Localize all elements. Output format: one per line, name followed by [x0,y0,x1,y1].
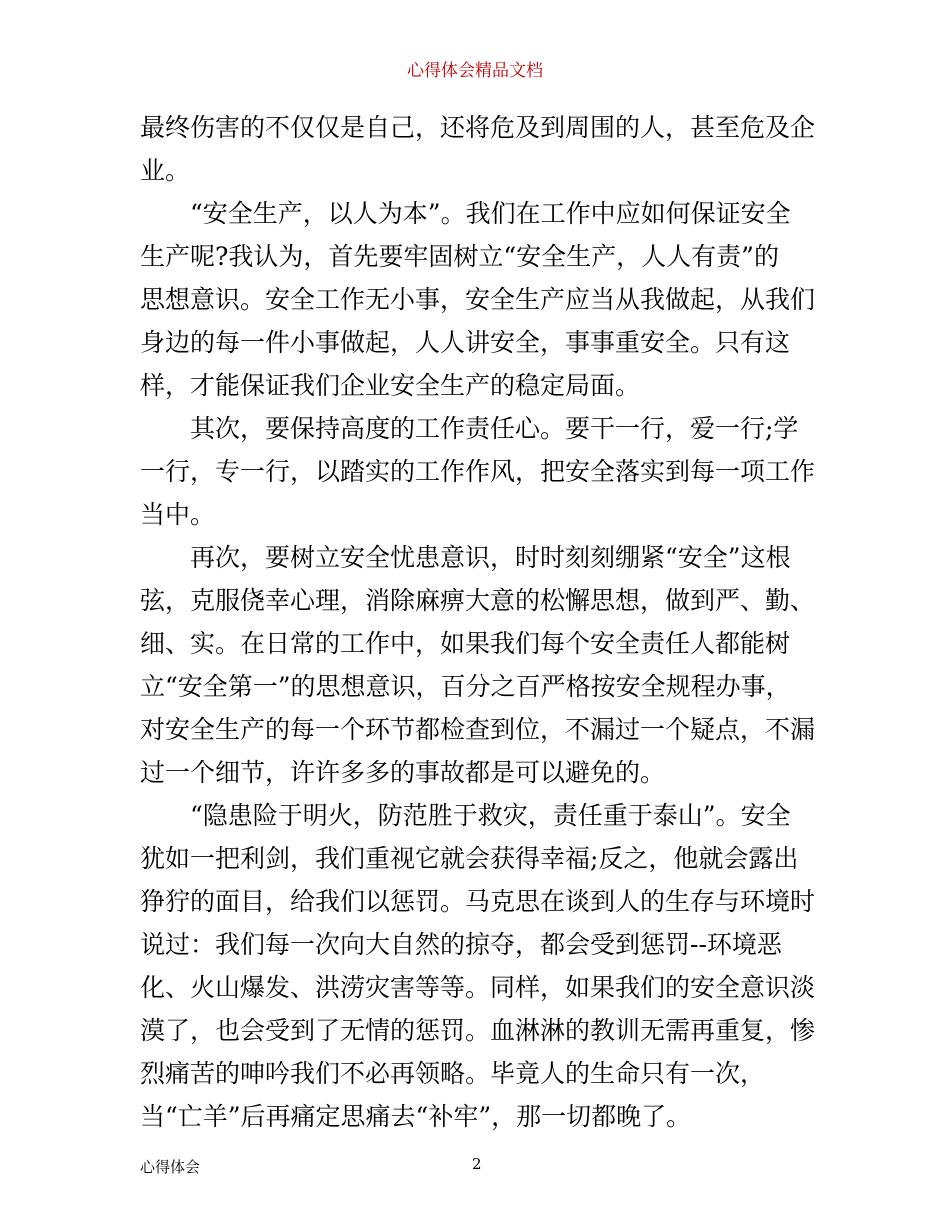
text-line: 当“亡羊”后再痛定思痛去“补牢”，那一切都晚了。 [140,1102,692,1131]
text-line: 立“安全第一”的思想意识，百分之百严格按安全规程办事， [140,672,791,701]
text-line: 犹如一把利剑，我们重视它就会获得幸福;反之，他就会露出 [140,844,799,873]
text-line: 说过：我们每一次向大自然的掠夺，都会受到惩罚--环境恶 [140,930,782,959]
text-line: “隐患险于明火，防范胜于救灾，责任重于泰山”。安全 [140,801,791,830]
text-line: 化、火山爆发、洪涝灾害等等。同样，如果我们的安全意识淡 [140,973,816,1002]
text-line: 过一个细节，许许多多的事故都是可以避免的。 [140,758,666,787]
text-line: 再次，要树立安全忧患意识，时时刻刻绷紧“安全”这根 [140,543,791,572]
document-header-title: 心得体会精品文档 [407,61,543,81]
text-line: “安全生产，以人为本”。我们在工作中应如何保证安全 [140,199,791,228]
text-line: 细、实。在日常的工作中，如果我们每个安全责任人都能树 [140,629,791,658]
text-line: 一行，专一行，以踏实的工作作风，把安全落实到每一项工作 [140,457,816,486]
text-line: 业。 [140,156,191,185]
text-line: 当中。 [140,500,216,529]
text-line: 样，才能保证我们企业安全生产的稳定局面。 [140,371,641,400]
footer-label: 心得体会 [140,1158,201,1176]
text-line: 思想意识。安全工作无小事，安全生产应当从我做起，从我们 [140,285,816,314]
text-line: 对安全生产的每一个环节都检查到位，不漏过一个疑点，不漏 [140,715,816,744]
text-line: 身边的每一件小事做起，人人讲安全，事事重安全。只有这 [140,328,791,357]
text-line: 狰狞的面目，给我们以惩罚。马克思在谈到人的生存与环境时 [140,887,816,916]
text-line: 漠了，也会受到了无情的惩罚。血淋淋的教训无需再重复，惨 [140,1016,816,1045]
text-line: 弦，克服侥幸心理，消除麻痹大意的松懈思想，做到严、勤、 [140,586,816,615]
page-number: 2 [472,1155,482,1173]
text-line: 烈痛苦的呻吟我们不必再领略。毕竟人的生命只有一次， [140,1059,766,1088]
text-line: 生产呢?我认为，首先要牢固树立“安全生产，人人有责”的 [140,242,779,271]
text-line: 最终伤害的不仅仅是自己，还将危及到周围的人，甚至危及企 [140,113,816,142]
text-line: 其次，要保持高度的工作责任心。要干一行，爱一行;学 [140,414,799,443]
